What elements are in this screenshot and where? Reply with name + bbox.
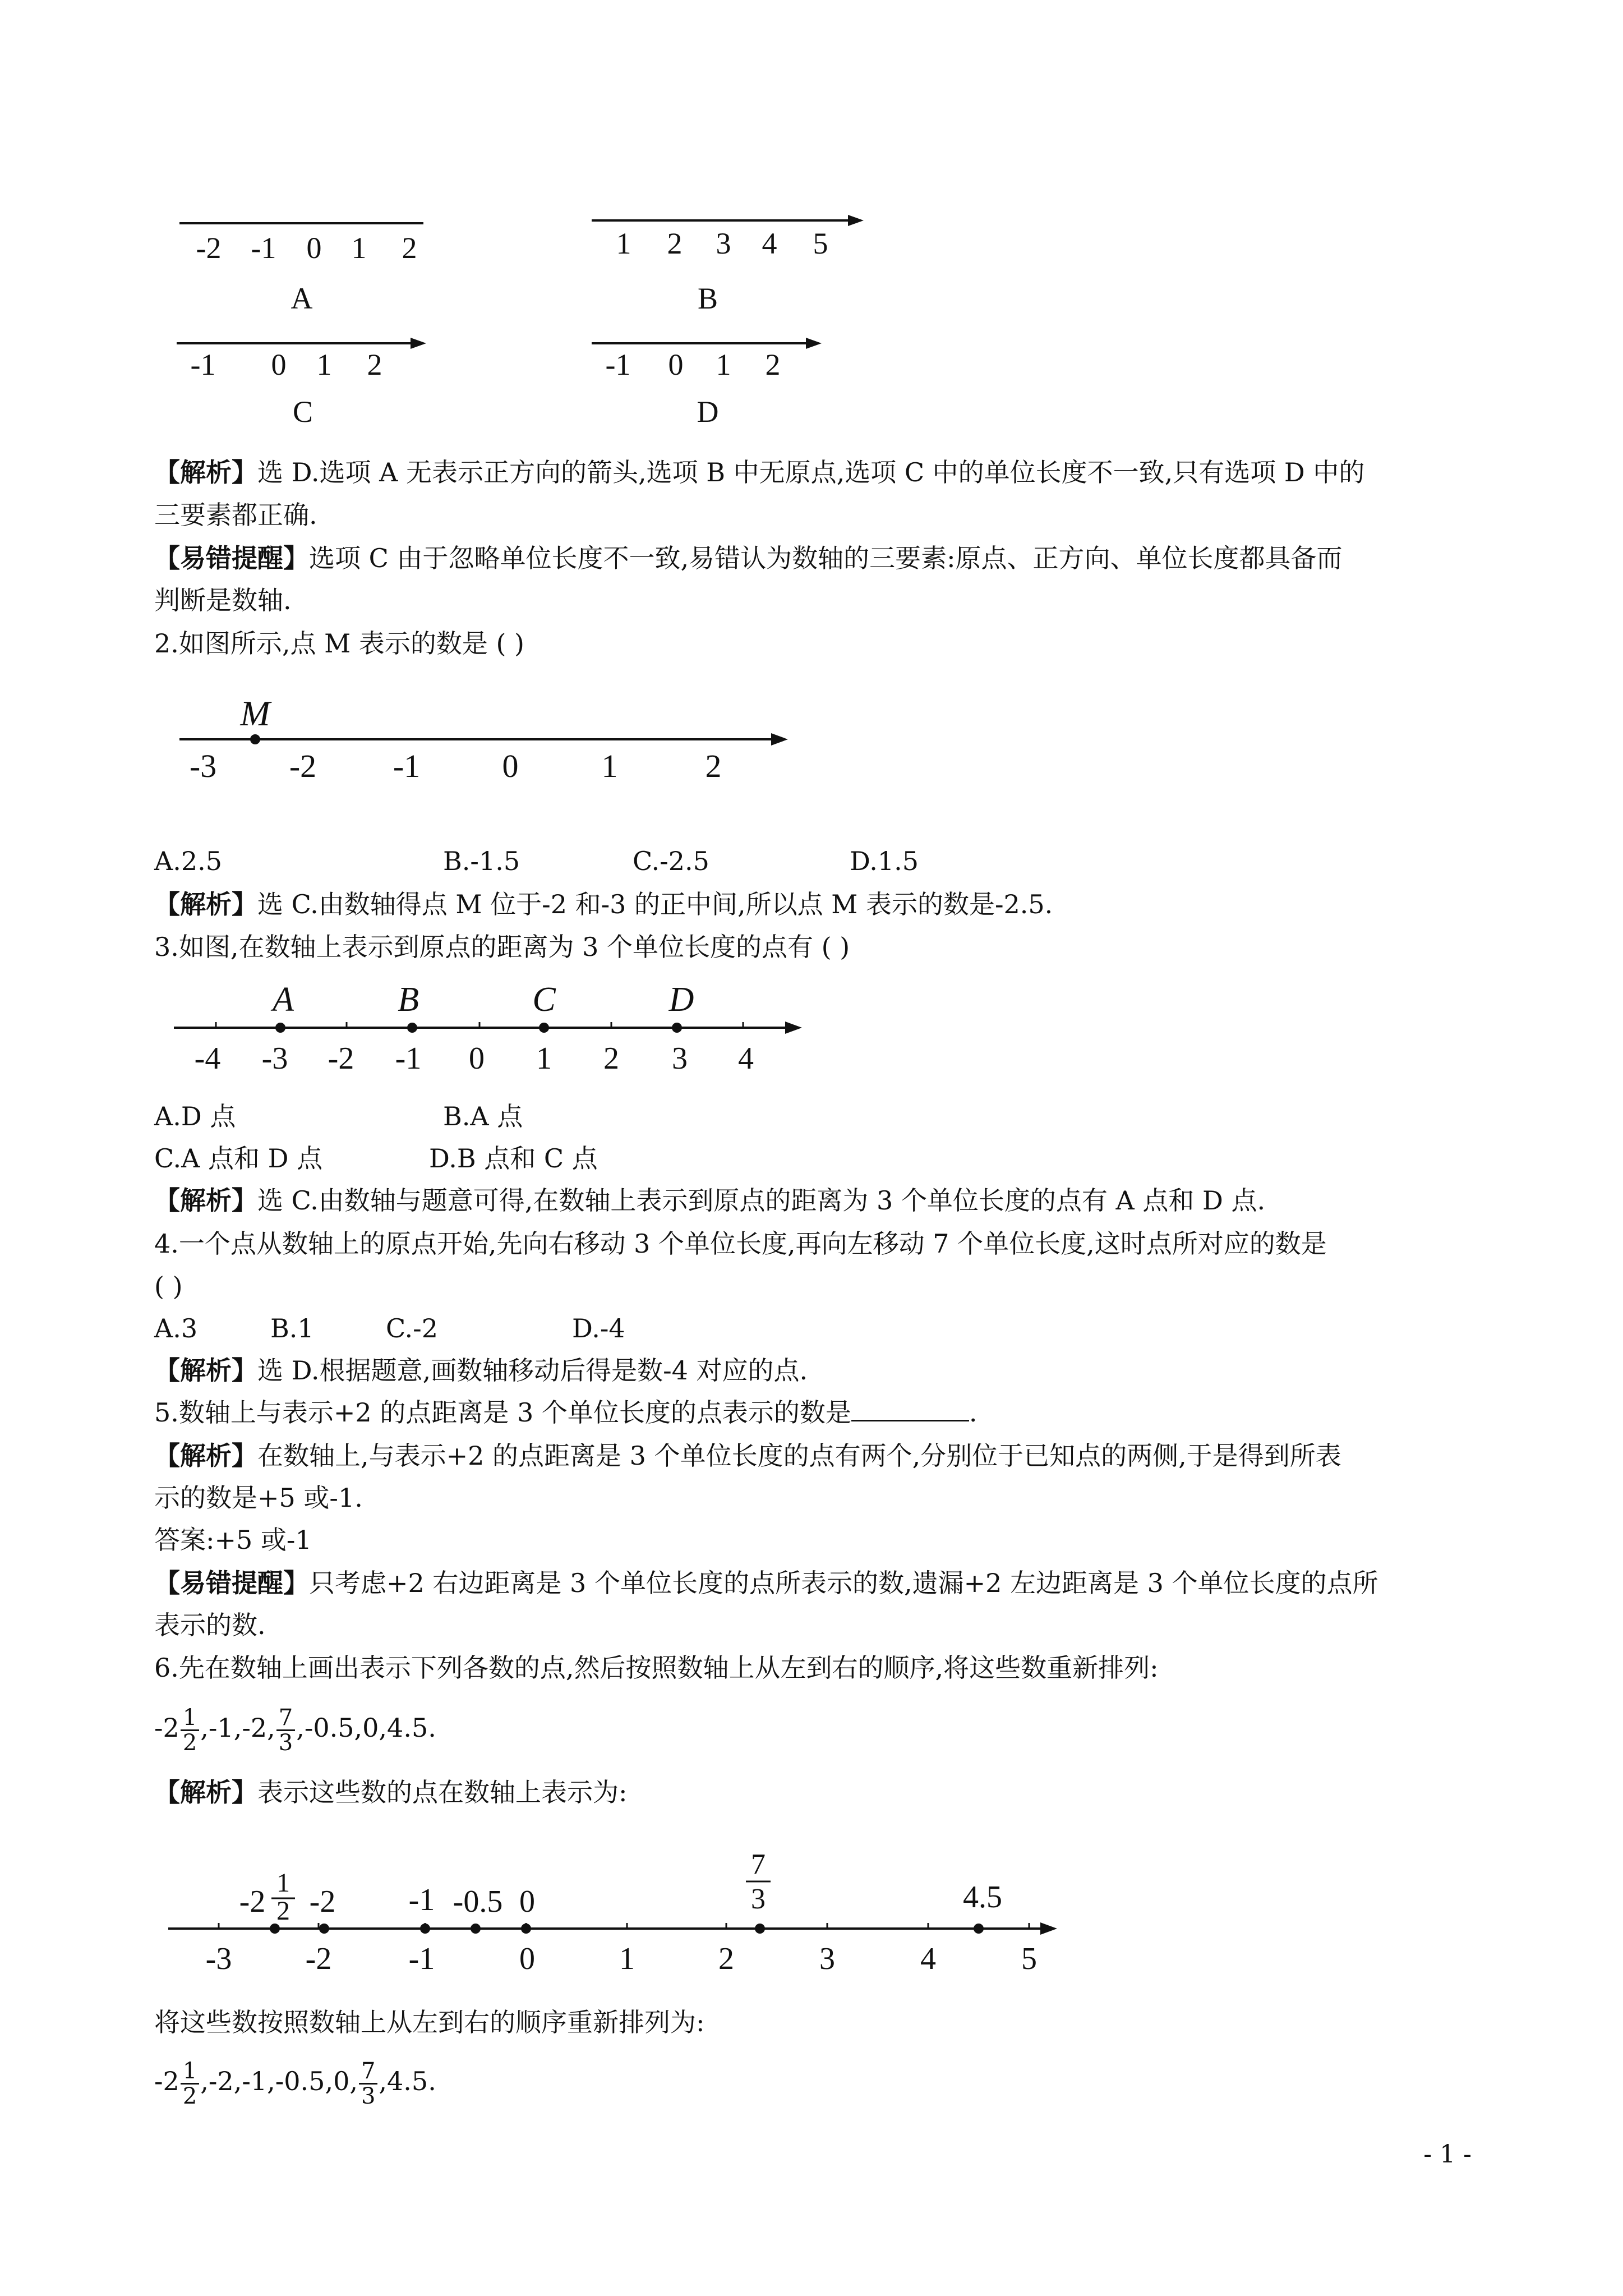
q2-option-b: B.-1.5 xyxy=(443,846,520,876)
tick-label: 4 xyxy=(920,1941,936,1976)
tick-label: 3 xyxy=(672,1041,688,1076)
warn-text: 只考虑+2 右边距离是 3 个单位长度的点所表示的数,遗漏+2 左边距离是 3 个单位长度的点所 xyxy=(309,1568,1378,1598)
tick-label: 0 xyxy=(502,748,519,784)
question-end: . xyxy=(969,1397,978,1428)
tick-label: -1 xyxy=(251,231,276,265)
tick-label: -2 xyxy=(305,1941,332,1976)
q1-warn-line2: 判断是数轴. xyxy=(154,585,292,615)
tick-label: 4 xyxy=(738,1041,754,1076)
tick-label: -2 xyxy=(196,231,222,265)
tick-label: 2 xyxy=(667,227,683,260)
tick-label: 2 xyxy=(367,348,382,381)
analysis-tag: 【解析】 xyxy=(154,889,257,919)
point-label-frac-num: 1 xyxy=(276,1868,290,1898)
tick-label: -1 xyxy=(605,348,631,381)
q5-analysis-line2: 示的数是+5 或-1. xyxy=(154,1483,363,1513)
point xyxy=(521,1924,531,1934)
warn-tag: 【易错提醒】 xyxy=(154,543,309,573)
warn-text: 选项 C 由于忽略单位长度不一致,易错认为数轴的三要素:原点、正方向、单位长度都具备而 xyxy=(309,543,1343,573)
tick-label: 0 xyxy=(469,1041,485,1076)
number-text: -2 xyxy=(154,1713,179,1743)
q6-sorted-numbers xyxy=(154,2053,436,2109)
q4-question-line1: 4.一个点从数轴上的原点开始,先向右移动 3 个单位长度,再向左移动 7 个单位长度,这时点所对应的数是 xyxy=(154,1228,1327,1259)
point-label: -2 xyxy=(239,1884,266,1919)
q3-option-c: C.A 点和 D 点 xyxy=(154,1143,323,1174)
point-label: -1 xyxy=(408,1883,435,1917)
q3-question: 3.如图,在数轴上表示到原点的距离为 3 个单位长度的点有 ( ) xyxy=(154,932,850,962)
warn-tag: 【易错提醒】 xyxy=(154,1568,309,1598)
point-label: -0.5 xyxy=(453,1884,503,1919)
analysis-text: 选 D.根据题意,画数轴移动后得是数-4 对应的点. xyxy=(257,1355,808,1386)
point xyxy=(319,1924,329,1934)
tick-label: 3 xyxy=(716,227,731,260)
figure-caption: C xyxy=(292,395,313,429)
q4-option-c: C.-2 xyxy=(386,1313,438,1343)
point xyxy=(755,1924,765,1934)
tick-label: 1 xyxy=(316,348,332,381)
point-label: -2 xyxy=(309,1884,336,1919)
point-label-frac-den: 3 xyxy=(751,1883,766,1915)
tick-label: 1 xyxy=(616,227,631,260)
tick-label: -1 xyxy=(395,1041,422,1076)
tick-label: 5 xyxy=(1021,1941,1037,1976)
tick-label: 1 xyxy=(619,1941,635,1976)
tick-label: 1 xyxy=(716,348,731,381)
analysis-text: 选 C.由数轴得点 M 位于-2 和-3 的正中间,所以点 M 表示的数是-2.5. xyxy=(257,889,1053,919)
point-label: 4.5 xyxy=(963,1880,1002,1915)
q2-option-d: D.1.5 xyxy=(850,846,919,876)
point xyxy=(974,1924,984,1934)
analysis-tag: 【解析】 xyxy=(154,1441,257,1471)
q5-warn-line2: 表示的数. xyxy=(154,1610,266,1640)
q2-option-a: A.2.5 xyxy=(154,846,222,876)
q4-option-a: A.3 xyxy=(154,1313,198,1343)
fraction-one-half: $\frac{1}{2}$ xyxy=(181,1706,199,1755)
tick-label: -3 xyxy=(189,748,217,784)
analysis-text: 选 D.选项 A 无表示正方向的箭头,选项 B 中无原点,选项 C 中的单位长度不一致,只有选项 D 中的 xyxy=(257,457,1365,487)
tick-label: 2 xyxy=(765,348,781,381)
tick-label: 2 xyxy=(705,748,722,784)
tick-label: 0 xyxy=(306,231,322,265)
tick-label: -3 xyxy=(261,1041,288,1076)
q6-sorted-intro: 将这些数按照数轴上从左到右的顺序重新排列为: xyxy=(154,2007,705,2037)
fraction-seven-thirds: $\frac{7}{3}$ xyxy=(359,2059,377,2108)
tick-label: -1 xyxy=(393,748,421,784)
q6-question: 6.先在数轴上画出表示下列各数的点,然后按照数轴上从左到右的顺序,将这些数重新排列: xyxy=(154,1653,1159,1683)
point-c-label: C xyxy=(532,981,556,1019)
number-text: ,-1,-2, xyxy=(200,1713,275,1743)
point-label: 0 xyxy=(519,1884,535,1919)
tick-label: 1 xyxy=(351,231,367,265)
analysis-tag: 【解析】 xyxy=(154,457,257,487)
q1-analysis-line2: 三要素都正确. xyxy=(154,500,317,530)
point-b-label: B xyxy=(398,981,419,1019)
point-a-label: A xyxy=(273,981,294,1019)
tick-label: 0 xyxy=(519,1941,535,1976)
analysis-text: 表示这些数的点在数轴上表示为: xyxy=(257,1777,628,1807)
tick-label: 0 xyxy=(668,348,684,381)
point-d-label: D xyxy=(668,981,694,1019)
point xyxy=(420,1924,430,1934)
point-m-label: M xyxy=(240,693,270,733)
analysis-tag: 【解析】 xyxy=(154,1355,257,1386)
point-label-frac-num: 7 xyxy=(751,1848,766,1880)
q3-option-b: B.A 点 xyxy=(443,1101,523,1131)
tick-label: -2 xyxy=(289,748,317,784)
tick-label: 4 xyxy=(762,227,777,260)
tick-label: 1 xyxy=(601,748,618,784)
tick-label: -4 xyxy=(194,1041,221,1076)
fraction-one-half: $\frac{1}{2}$ xyxy=(181,2059,199,2108)
page-number: - 1 - xyxy=(1423,2140,1472,2169)
q2-question: 2.如图所示,点 M 表示的数是 ( ) xyxy=(154,628,524,659)
q2-option-c: C.-2.5 xyxy=(633,846,709,876)
tick-label: 2 xyxy=(402,231,417,265)
q3-option-d: D.B 点和 C 点 xyxy=(429,1143,598,1174)
tick-label: 5 xyxy=(813,227,828,260)
point xyxy=(471,1924,481,1934)
q4-option-b: B.1 xyxy=(270,1313,314,1343)
figure-caption: D xyxy=(697,395,719,429)
point-label-frac-den: 2 xyxy=(276,1896,290,1926)
number-text: ,-2,-1,-0.5,0, xyxy=(200,2066,358,2096)
analysis-tag: 【解析】 xyxy=(154,1777,257,1807)
q4-question-line2: ( ) xyxy=(154,1271,183,1301)
tick-label: 0 xyxy=(271,348,287,381)
analysis-text: 选 C.由数轴与题意可得,在数轴上表示到原点的距离为 3 个单位长度的点有 A 点和 D 点. xyxy=(257,1185,1266,1216)
question-text: 5.数轴上与表示+2 的点距离是 3 个单位长度的点表示的数是 xyxy=(154,1397,851,1428)
tick-label: 2 xyxy=(718,1941,734,1976)
q5-answer: 答案:+5 或-1 xyxy=(154,1525,312,1555)
number-text: ,4.5. xyxy=(379,2066,436,2096)
tick-label: -2 xyxy=(328,1041,354,1076)
tick-label: 2 xyxy=(603,1041,619,1076)
number-text: ,-0.5,0,4.5. xyxy=(296,1713,436,1743)
tick-label: -3 xyxy=(205,1941,232,1976)
analysis-text: 在数轴上,与表示+2 的点距离是 3 个单位长度的点有两个,分别位于已知点的两侧,于是得到所表 xyxy=(257,1441,1341,1471)
number-text: -2 xyxy=(154,2066,179,2096)
figure-caption: A xyxy=(291,282,313,315)
q4-option-d: D.-4 xyxy=(572,1313,625,1343)
figure-caption: B xyxy=(697,282,718,315)
fraction-seven-thirds: $\frac{7}{3}$ xyxy=(276,1706,295,1755)
tick-label: 3 xyxy=(819,1941,835,1976)
tick-label: -1 xyxy=(408,1941,435,1976)
tick-label: 1 xyxy=(536,1041,552,1076)
q3-option-a: A.D 点 xyxy=(154,1101,236,1131)
analysis-tag: 【解析】 xyxy=(154,1185,257,1216)
tick-label: -1 xyxy=(190,348,216,381)
